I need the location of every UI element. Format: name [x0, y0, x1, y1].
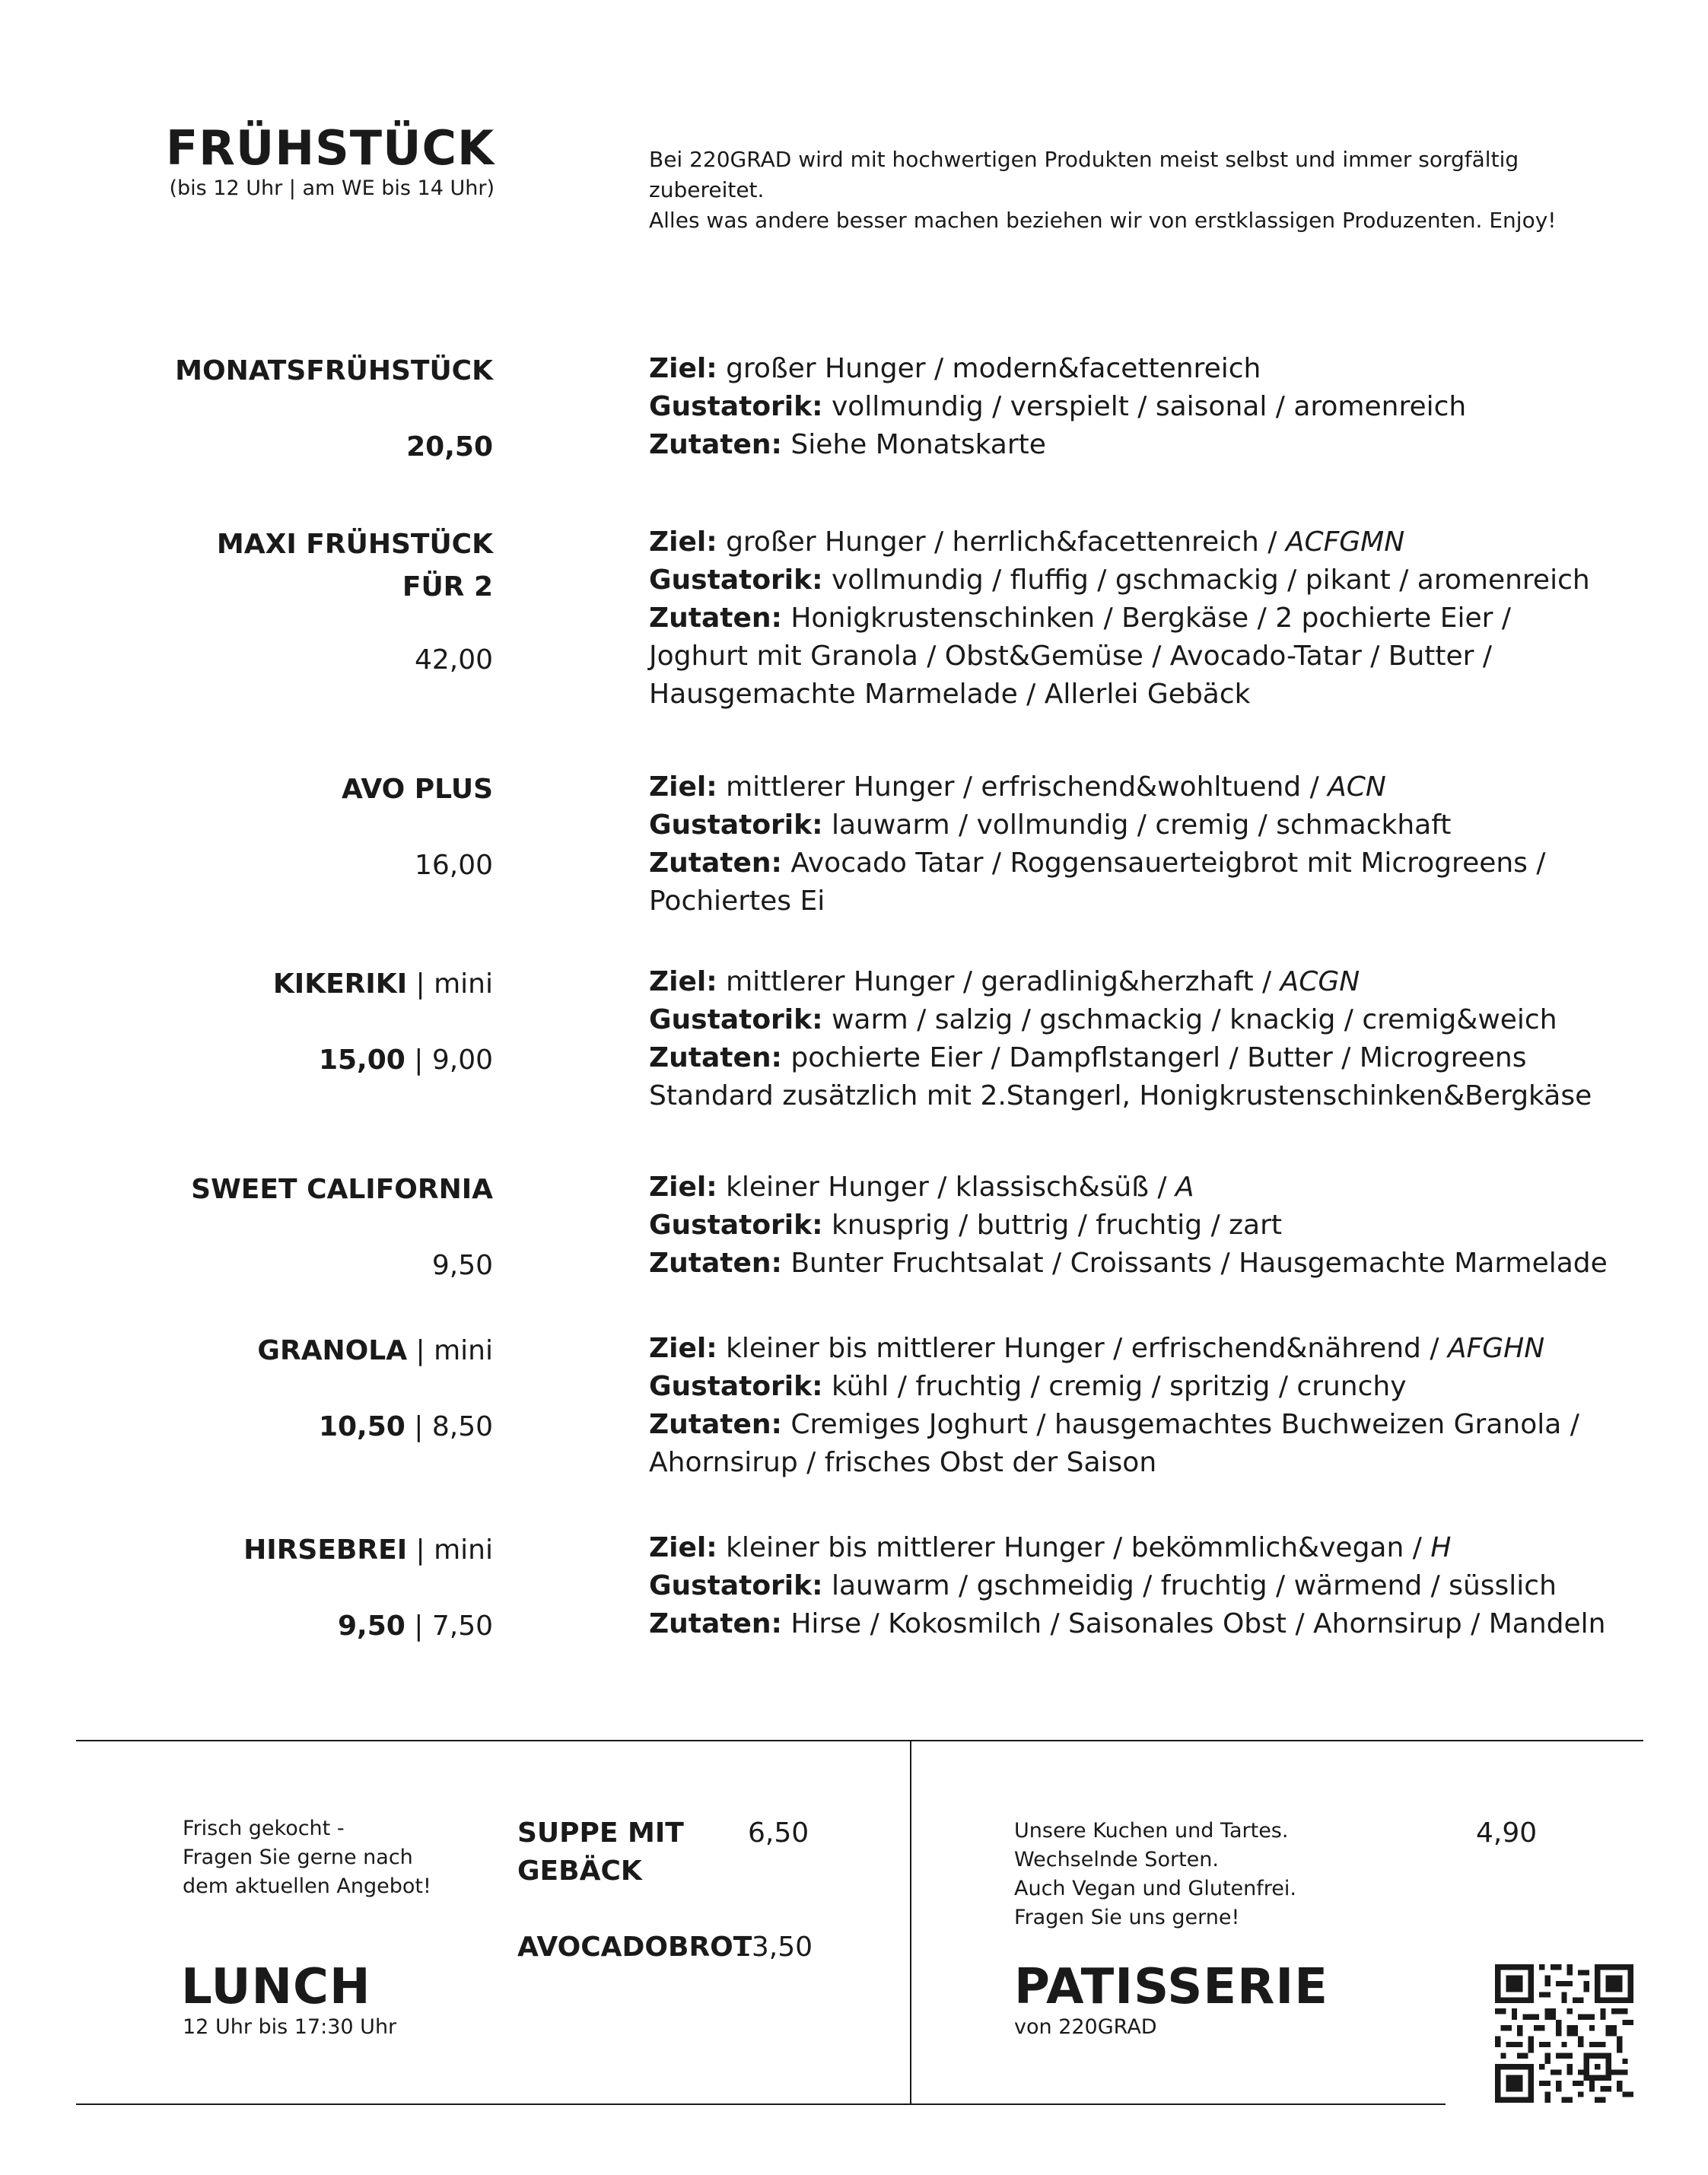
item-price	[67, 844, 493, 887]
zutaten-label: Zutaten:	[649, 1608, 782, 1639]
ziel-label: Ziel:	[649, 526, 717, 558]
item-name-text: HIRSEBREI	[243, 1534, 408, 1566]
item-zutaten	[649, 844, 1661, 882]
item-name-line2: FÜR 2	[402, 571, 493, 603]
item-ziel	[649, 350, 1661, 388]
zutaten-label: Zutaten:	[649, 1409, 782, 1440]
item-price	[67, 639, 493, 682]
zutaten-text: Hirse / Kokosmilch / Saisonales Obst / Ahornsirup / Mandeln	[790, 1608, 1606, 1639]
item-ziel	[649, 1529, 1661, 1567]
item-price-value: 10,50	[318, 1411, 406, 1442]
gustatorik-label: Gustatorik:	[649, 564, 823, 596]
gustatorik-label: Gustatorik:	[649, 1371, 823, 1402]
zutaten-text: pochierte Eier / Dampflstangerl / Butter / Microgreens	[790, 1042, 1527, 1073]
item-price	[67, 1245, 493, 1287]
item-zutaten	[649, 1039, 1661, 1077]
item-ziel	[649, 1169, 1661, 1207]
item-gustatorik	[649, 561, 1661, 599]
lunch-note	[183, 1814, 431, 1901]
lunch-title: LUNCH	[181, 1959, 371, 2015]
allergen-codes: ACGN	[1280, 966, 1360, 997]
zutaten-text: Bunter Fruchtsalat / Croissants / Hausgemachte Marmelade	[790, 1248, 1608, 1279]
item-price-value: 16,00	[414, 850, 493, 881]
patisserie-title: PATISSERIE	[1014, 1959, 1328, 2015]
item-name	[67, 1330, 493, 1372]
item-price-value: 9,50	[338, 1611, 406, 1642]
soup-price: 6,50	[748, 1817, 809, 1849]
patisserie-note	[1014, 1817, 1296, 1932]
item-name: MONATSFRÜHSTÜCK	[175, 355, 493, 386]
patisserie-note-line: Auch Vegan und Glutenfrei.	[1014, 1877, 1296, 1900]
item-ziel	[649, 1330, 1661, 1368]
zutaten-text: Cremiges Joghurt / hausgemachtes Buchweizen Granola /	[790, 1409, 1579, 1440]
item-description	[649, 1330, 1661, 1482]
item-description	[649, 1169, 1661, 1283]
item-price-mini: | 7,50	[405, 1611, 493, 1642]
item-name-column	[67, 1529, 493, 1648]
zutaten-text: Siehe Monatskarte	[790, 429, 1046, 460]
lunch-note-line: dem aktuellen Angebot!	[183, 1875, 431, 1898]
divider-bottom	[76, 2103, 1446, 2105]
allergen-codes: ACN	[1328, 771, 1386, 803]
gustatorik-text: vollmundig / fluffig / gschmackig / pikant / aromenreich	[831, 564, 1590, 596]
item-name-text: GRANOLA	[257, 1335, 408, 1366]
divider-vertical	[910, 1740, 911, 2105]
lunch-note-line: Fragen Sie gerne nach	[183, 1846, 413, 1869]
patisserie-note-line: Fragen Sie uns gerne!	[1014, 1906, 1240, 1929]
ziel-label: Ziel:	[649, 966, 717, 997]
ziel-label: Ziel:	[649, 1172, 717, 1203]
intro-text	[649, 145, 1638, 236]
zutaten-label: Zutaten:	[649, 1042, 782, 1073]
item-price-value: 20,50	[406, 431, 493, 463]
zutaten-label: Zutaten:	[649, 847, 782, 879]
ziel-label: Ziel:	[649, 353, 717, 384]
item-price	[67, 426, 493, 469]
intro-line: Alles was andere besser machen beziehen wir von erstklassigen Produzenten. Enjoy!	[649, 208, 1557, 233]
lunch-note-line: Frisch gekocht -	[183, 1817, 345, 1840]
mini-label: | mini	[407, 1335, 493, 1366]
soup-name-line: GEBÄCK	[517, 1855, 642, 1887]
gustatorik-text: kühl / fruchtig / cremig / spritzig / crunchy	[831, 1371, 1407, 1402]
ziel-label: Ziel:	[649, 1333, 717, 1364]
divider-top	[76, 1740, 1643, 1741]
item-description	[649, 523, 1661, 714]
item-ziel	[649, 768, 1661, 806]
gustatorik-label: Gustatorik:	[649, 391, 823, 422]
item-price	[67, 1605, 493, 1648]
lunch-item-soup	[517, 1814, 684, 1890]
item-name	[67, 963, 493, 1006]
item-name-text: KIKERIKI	[272, 968, 408, 1000]
item-zutaten	[649, 426, 1661, 464]
zutaten-text: Honigkrustenschinken / Bergkäse / 2 pochierte Eier /	[790, 603, 1511, 634]
item-name: SWEET CALIFORNIA	[191, 1174, 493, 1205]
opening-hours: (bis 12 Uhr | am WE bis 14 Uhr)	[169, 176, 495, 200]
item-zutaten-cont: Hausgemachte Marmelade / Allerlei Gebäck	[649, 679, 1251, 710]
soup-name-2	[517, 1852, 684, 1890]
gustatorik-text: lauwarm / vollmundig / cremig / schmackhaft	[831, 809, 1452, 841]
item-gustatorik	[649, 388, 1661, 426]
gustatorik-text: lauwarm / gschmeidig / fruchtig / wärmend / süsslich	[831, 1570, 1557, 1601]
mini-label: | mini	[407, 1534, 493, 1566]
allergen-codes: ACFGMN	[1285, 526, 1405, 558]
item-gustatorik	[649, 1368, 1661, 1406]
avocadobrot-name: AVOCADOBROT	[517, 1932, 752, 1963]
ziel-text: mittlerer Hunger / geradlinig&herzhaft /	[726, 966, 1280, 997]
qr-code-icon[interactable]	[1495, 1964, 1633, 2103]
ziel-text: großer Hunger / modern&facettenreich	[726, 353, 1261, 384]
zutaten-label: Zutaten:	[649, 429, 782, 460]
allergen-codes: A	[1175, 1172, 1194, 1203]
item-price	[67, 1039, 493, 1082]
item-zutaten	[649, 1605, 1661, 1643]
soup-name	[517, 1814, 684, 1852]
item-zutaten	[649, 1406, 1661, 1444]
item-description	[649, 768, 1661, 921]
intro-line: Bei 220GRAD wird mit hochwertigen Produkten meist selbst und immer sorgfältig zubereitet.	[649, 147, 1519, 202]
item-name: AVO PLUS	[342, 774, 493, 805]
gustatorik-text: knusprig / buttrig / fruchtig / zart	[831, 1210, 1283, 1241]
patisserie-note-line: Wechselnde Sorten.	[1014, 1848, 1219, 1871]
ziel-text: kleiner Hunger / klassisch&süß /	[726, 1172, 1175, 1203]
item-zutaten-cont: Pochiertes Ei	[649, 886, 825, 917]
zutaten-label: Zutaten:	[649, 1248, 782, 1279]
ziel-label: Ziel:	[649, 1532, 717, 1563]
gustatorik-label: Gustatorik:	[649, 1210, 823, 1241]
item-zutaten-cont: Standard zusätzlich mit 2.Stangerl, Honigkrustenschinken&Bergkäse	[649, 1080, 1592, 1111]
item-zutaten	[649, 1245, 1661, 1283]
item-zutaten	[649, 599, 1661, 638]
allergen-codes: H	[1430, 1532, 1452, 1563]
ziel-label: Ziel:	[649, 771, 717, 803]
ziel-text: großer Hunger / herrlich&facettenreich /	[726, 526, 1286, 558]
item-description	[649, 963, 1661, 1115]
item-zutaten-cont: Ahornsirup / frisches Obst der Saison	[649, 1447, 1157, 1478]
avocadobrot-price: 13,50	[734, 1932, 813, 1963]
lunch-item-avocadobrot	[517, 1929, 752, 1967]
lunch-hours: 12 Uhr bis 17:30 Uhr	[183, 2015, 397, 2039]
gustatorik-label: Gustatorik:	[649, 809, 823, 841]
zutaten-text: Avocado Tatar / Roggensauerteigbrot mit Microgreens /	[790, 847, 1546, 879]
item-ziel	[649, 523, 1661, 561]
item-name-column	[67, 1330, 493, 1448]
item-ziel	[649, 963, 1661, 1001]
gustatorik-text: vollmundig / verspielt / saisonal / aromenreich	[831, 391, 1467, 422]
item-name: MAXI FRÜHSTÜCK	[216, 529, 493, 560]
zutaten-label: Zutaten:	[649, 603, 782, 634]
item-zutaten-cont: Joghurt mit Granola / Obst&Gemüse / Avocado-Tatar / Butter /	[649, 641, 1493, 672]
item-price-mini: | 8,50	[405, 1411, 493, 1442]
item-name-column	[67, 768, 493, 887]
ziel-text: kleiner bis mittlerer Hunger / erfrischend&nährend /	[726, 1333, 1448, 1364]
gustatorik-label: Gustatorik:	[649, 1570, 823, 1601]
item-name	[67, 1529, 493, 1572]
patisserie-note-line: Unsere Kuchen und Tartes.	[1014, 1819, 1289, 1843]
item-description	[649, 1529, 1661, 1643]
item-name-column	[67, 1169, 493, 1287]
item-price-mini: | 9,00	[405, 1045, 493, 1076]
item-price-value: 15,00	[318, 1045, 406, 1076]
item-gustatorik	[649, 1207, 1661, 1245]
gustatorik-text: warm / salzig / gschmackig / knackig / cremig&weich	[831, 1004, 1557, 1035]
item-name-column	[67, 963, 493, 1082]
item-gustatorik	[649, 1001, 1661, 1039]
item-gustatorik	[649, 1567, 1661, 1605]
gustatorik-label: Gustatorik:	[649, 1004, 823, 1035]
item-price	[67, 1406, 493, 1448]
item-description	[649, 350, 1661, 464]
page-title: FRÜHSTÜCK	[165, 120, 495, 176]
item-name-column	[67, 523, 493, 682]
ziel-text: kleiner bis mittlerer Hunger / bekömmlich&vegan /	[726, 1532, 1431, 1563]
item-price-value: 9,50	[431, 1250, 493, 1281]
patisserie-subtitle: von 220GRAD	[1014, 2015, 1157, 2039]
item-name-column	[67, 350, 493, 469]
mini-label: | mini	[407, 968, 493, 1000]
item-price-value: 42,00	[414, 644, 493, 676]
soup-name-line: SUPPE MIT	[517, 1817, 684, 1849]
allergen-codes: AFGHN	[1447, 1333, 1545, 1364]
item-gustatorik	[649, 806, 1661, 844]
patisserie-price: 4,90	[1476, 1817, 1538, 1849]
ziel-text: mittlerer Hunger / erfrischend&wohltuend /	[726, 771, 1328, 803]
